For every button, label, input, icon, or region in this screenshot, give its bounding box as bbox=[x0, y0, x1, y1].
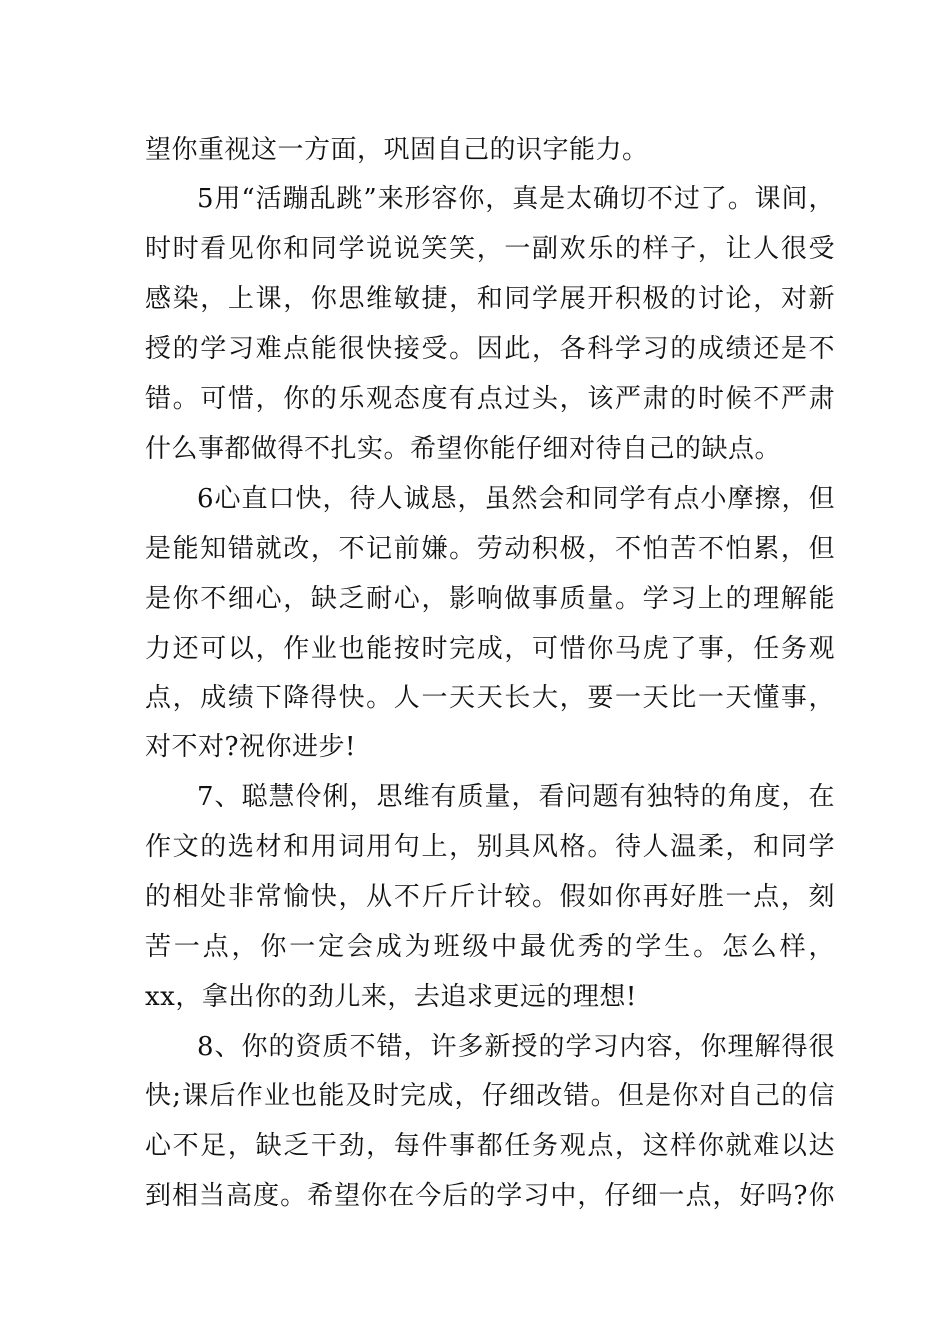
text-line: 望你重视这一方面，巩固自己的识字能力。 bbox=[145, 135, 649, 165]
text-line: 错。可惜，你的乐观态度有点过头，该严肃的时候不严肃 bbox=[145, 384, 835, 414]
text-line: 什么事都做得不扎实。希望你能仔细对待自己的缺点。 bbox=[145, 434, 782, 464]
text-line: 到相当高度。希望你在今后的学习中，仔细一点，好吗?你 bbox=[145, 1181, 835, 1211]
text-line: 苦一点，你一定会成为班级中最优秀的学生。怎么样， bbox=[145, 932, 835, 962]
text-line: 授的学习难点能很快接受。因此，各科学习的成绩还是不 bbox=[145, 334, 835, 364]
text-line: 是能知错就改，不记前嫌。劳动积极，不怕苦不怕累，但 bbox=[145, 534, 835, 564]
text-line: 感染，上课，你思维敏捷，和同学展开积极的讨论，对新 bbox=[145, 284, 835, 314]
text-line: 点，成绩下降得快。人一天天长大，要一天比一天懂事， bbox=[145, 683, 835, 713]
text-line: 力还可以，作业也能按时完成，可惜你马虎了事，任务观 bbox=[145, 634, 835, 664]
text-line: 5用“活蹦乱跳”来形容你，真是太确切不过了。课间， bbox=[197, 184, 835, 214]
text-line: 对不对?祝你进步! bbox=[145, 732, 356, 762]
text-line: 作文的选材和用词用句上，别具风格。待人温柔，和同学 bbox=[145, 832, 835, 862]
text-line: 7、聪慧伶俐，思维有质量，看问题有独特的角度，在 bbox=[197, 782, 835, 812]
text-line: xx，拿出你的劲儿来，去追求更远的理想! bbox=[145, 982, 637, 1012]
text-line: 是你不细心，缺乏耐心，影响做事质量。学习上的理解能 bbox=[145, 584, 835, 614]
text-line: 心不足，缺乏干劲，每件事都任务观点，这样你就难以达 bbox=[145, 1131, 835, 1161]
text-line: 时时看见你和同学说说笑笑，一副欢乐的样子，让人很受 bbox=[145, 234, 835, 264]
text-line: 6心直口快，待人诚恳，虽然会和同学有点小摩擦，但 bbox=[197, 484, 835, 514]
text-line: 快;课后作业也能及时完成，仔细改错。但是你对自己的信 bbox=[145, 1081, 835, 1111]
text-line: 的相处非常愉快，从不斤斤计较。假如你再好胜一点，刻 bbox=[145, 882, 835, 912]
text-line: 8、你的资质不错，许多新授的学习内容，你理解得很 bbox=[197, 1032, 835, 1062]
